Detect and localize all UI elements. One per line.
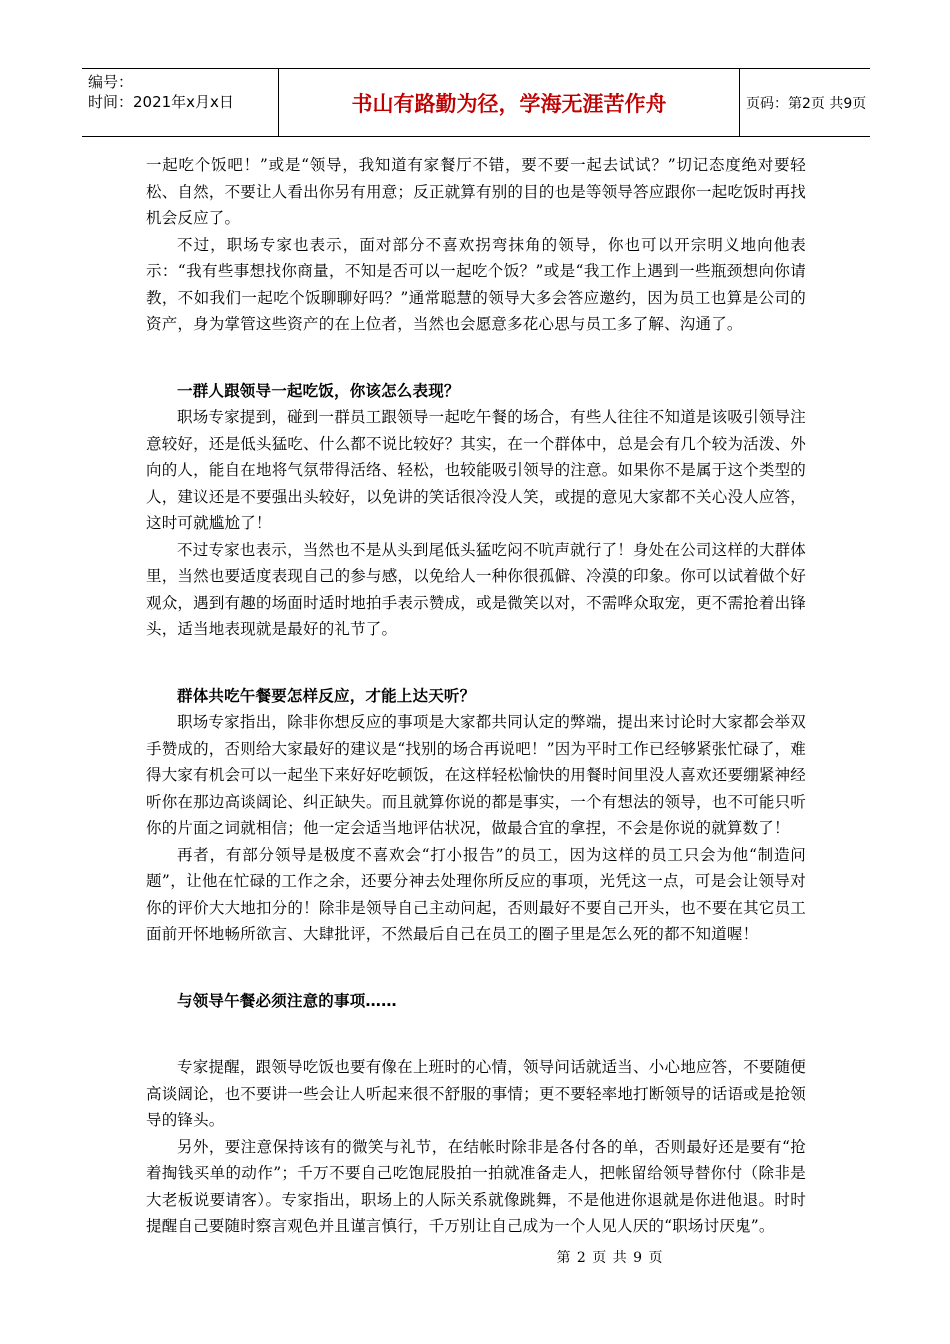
- document-body: [146, 152, 806, 1240]
- paragraph: 不过专家也表示，当然也不是从头到尾低头猛吃闷不吭声就行了！身处在公司这样的大群体里，当然也要适度表现自己的参与感，以免给人一种你很孤僻、冷漠的印象。你可以试着做个好观众，遇到有趣的场面时适时地拍手表示赞成，或是微笑以对，不需哗众取宠，更不需抢着出锋头，适当地表现就是最好的礼节了。: [146, 540, 806, 638]
- page-header: [82, 68, 870, 137]
- paragraph: 不过，职场专家也表示，面对部分不喜欢拐弯抹角的领导，你也可以开宗明义地向他表示：“我有些事想找你商量，不知是否可以一起吃个饭？”或是“我工作上遇到一些瓶颈想向你请教，不如我们一起吃个饭聊聊好吗？”通常聪慧的领导大多会答应邀约，因为员工也算是公司的资产，身为掌管这些资产的在上位者，当然也会愿意多花心思与员工多了解、沟通了。: [146, 235, 806, 333]
- document-time: 时间：2021年x月x日: [88, 93, 234, 111]
- header-meta: [82, 69, 279, 136]
- section-heading: 与领导午餐必须注意的事项……: [177, 991, 397, 1010]
- paragraph: 职场专家指出，除非你想反应的事项是大家都共同认定的弊端，提出来讨论时大家都会举双手赞成的，否则给大家最好的建议是“找别的场合再说吧！”因为平时工作已经够紧张忙碌了，难得大家有机会可以一起坐下来好好吃顿饭，在这样轻松愉快的用餐时间里没人喜欢还要绷紧神经听你在那边高谈阔论、纠正缺失。而且就算你说的都是事实，一个有想法的领导，也不可能只听你的片面之词就相信；他一定会适当地评估状况，做最合宜的拿捏，不会是你说的就算数了！: [146, 713, 806, 837]
- paragraph: 专家提醒，跟领导吃饭也要有像在上班时的心情，领导问话就适当、小心地应答，不要随便高谈阔论，也不要讲一些会让人听起来很不舒服的事情；更不要轻率地打断领导的话语或是抢领导的锋头。: [146, 1058, 806, 1129]
- section-heading: 群体共吃午餐要怎样反应，才能上达天听？: [177, 686, 476, 705]
- document-number-label: 编号：: [88, 73, 134, 91]
- paragraph: 一起吃个饭吧！”或是“领导，我知道有家餐厅不错，要不要一起去试试？”切记态度绝对要轻松、自然，不要让人看出你另有用意；反正就算有别的目的也是等领导答应跟你一起吃饭时再找机会反应了。: [146, 156, 806, 227]
- section-heading: 一群人跟领导一起吃饭，你该怎么表现？: [177, 381, 460, 400]
- footer-page-number: 第 2 页 共 9 页: [556, 1250, 664, 1266]
- paragraph: 再者，有部分领导是极度不喜欢会“打小报告”的员工，因为这样的员工只会为他“制造问题”，让他在忙碌的工作之余，还要分神去处理你所反应的事项，光凭这一点，可是会让领导对你的评价大大地扣分的！除非是领导自己主动问起，否则最好不要自己开头，也不要在其它员工面前开怀地畅所欲言、大肆批评，不然最后自己在员工的圈子里是怎么死的都不知道喔！: [146, 845, 806, 943]
- header-motto: 书山有路勤为径，学海无涯苦作舟: [279, 69, 740, 136]
- header-page-info: 页码：第2页 共9页: [746, 95, 867, 112]
- paragraph: 职场专家提到，碰到一群员工跟领导一起吃午餐的场合，有些人往往不知道是该吸引领导注意较好，还是低头猛吃、什么都不说比较好？其实，在一个群体中，总是会有几个较为活泼、外向的人，能自在地将气氛带得活络、轻松，也较能吸引领导的注意。如果你不是属于这个类型的人，建议还是不要强出头较好，以免讲的笑话很冷没人笑，或提的意见大家都不关心没人应答，这时可就尴尬了！: [146, 408, 806, 532]
- page-footer: [0, 1247, 950, 1267]
- paragraph: 另外，要注意保持该有的微笑与礼节，在结帐时除非是各付各的单，否则最好还是要有“抢着掏钱买单的动作”；千万不要自己吃饱屁股拍一拍就准备走人，把帐留给领导替你付（除非是大老板说要请客）。专家指出，职场上的人际关系就像跳舞，不是他进你退就是你进他退。时时提醒自己要随时察言观色并且谨言慎行，千万别让自己成为一个人见人厌的“职场讨厌鬼”。: [146, 1137, 806, 1235]
